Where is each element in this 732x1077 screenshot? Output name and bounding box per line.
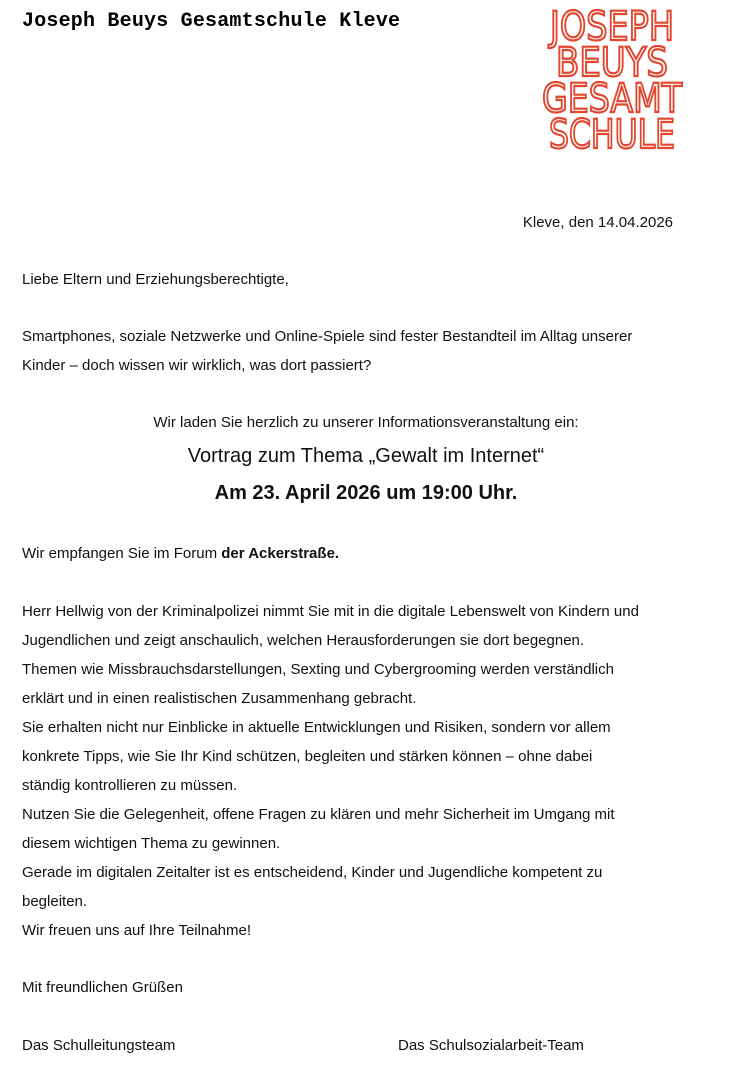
closing: Mit freundlichen Grüßen [22, 979, 183, 996]
event-date: Am 23. April 2026 um 19:00 Uhr. [214, 482, 518, 504]
body-line: Gerade im digitalen Zeitalter ist es entscheidend, Kinder und Jugendliche kompetent zu [22, 864, 603, 881]
body-paragraph [22, 597, 639, 945]
body-line: begleiten. [22, 893, 88, 910]
body-line: konkrete Tipps, wie Sie Ihr Kind schützen, begleiten und stärken können – ohne dabei [22, 748, 593, 765]
location-text [22, 545, 339, 562]
letter-date: Kleve, den 14.04.2026 [522, 214, 673, 231]
body-line: Wir freuen uns auf Ihre Teilnahme! [22, 922, 252, 939]
body-line: Nutzen Sie die Gelegenheit, offene Fragen zu klären und mehr Sicherheit im Umgang mit [22, 806, 615, 823]
body-line: erklärt und in einen realistischen Zusammenhang gebracht. [22, 690, 417, 707]
school-logo-graphic [532, 6, 692, 156]
school-name: Joseph Beuys Gesamtschule Kleve [22, 10, 401, 33]
event-topic: Vortrag zum Thema „Gewalt im Internet“ [187, 445, 545, 467]
body-line: Herr Hellwig von der Kriminalpolizei nimmt Sie mit in die digitale Lebenswelt von Kindern und [22, 603, 639, 620]
body-line: Themen wie Missbrauchsdarstellungen, Sexting und Cybergrooming werden verständlich [22, 661, 614, 678]
intro-paragraph [22, 322, 632, 380]
invitation-text: Wir laden Sie herzlich zu unserer Informationsveranstaltung ein: [153, 414, 579, 431]
body-line: Sie erhalten nicht nur Einblicke in aktuelle Entwicklungen und Risiken, sondern vor allem [22, 719, 611, 736]
body-line: diesem wichtigen Thema zu gewinnen. [22, 835, 281, 852]
logo-line-4: SCHULE [549, 112, 675, 158]
body-line: Jugendlichen und zeigt anschaulich, welchen Herausforderungen sie dort begegnen. [22, 632, 585, 649]
intro-line: Kinder – doch wissen wir wirklich, was dort passiert? [22, 357, 372, 374]
logo-line-3: GESAMT [542, 76, 683, 122]
salutation: Liebe Eltern und Erziehungsberechtigte, [22, 271, 289, 288]
school-logo [532, 6, 692, 156]
logo-line-1: JOSEPH [547, 4, 674, 50]
body-line: ständig kontrollieren zu müssen. [22, 777, 238, 794]
logo-line-2: BEUYS [556, 40, 668, 86]
location-name: der Ackerstraße. [221, 545, 340, 562]
location-prefix: Wir empfangen Sie im Forum [22, 545, 222, 562]
intro-line: Smartphones, soziale Netzwerke und Online-Spiele sind fester Bestandteil im Alltag unserer [22, 328, 633, 345]
signature-right: Das Schulsozialarbeit-Team [398, 1037, 584, 1054]
signature-left: Das Schulleitungsteam [22, 1037, 176, 1054]
